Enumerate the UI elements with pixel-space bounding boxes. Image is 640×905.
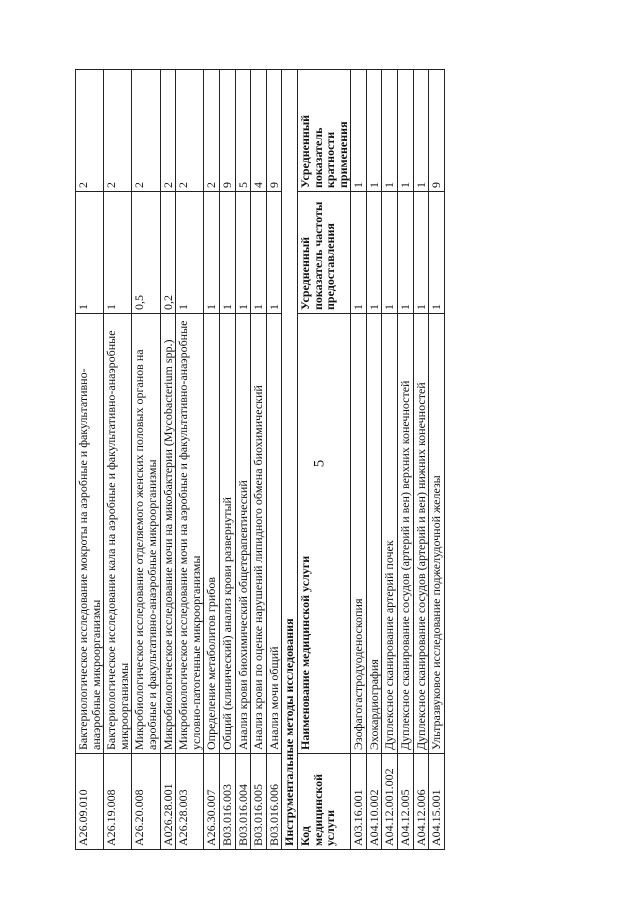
cell-mult: 9 (429, 70, 445, 192)
cell-freq: 1 (351, 192, 367, 314)
cell-name: Ультразвуковое исследование поджелудочной железы (429, 314, 445, 754)
cell-mult: 9 (219, 70, 235, 192)
cell-name: Анализ крови по оценке нарушений липидного обмена биохимический (251, 314, 267, 754)
table-row (132, 70, 160, 850)
cell-code: A04.15.001 (429, 754, 445, 850)
cell-mult: 2 (104, 70, 132, 192)
header-row (297, 70, 350, 850)
cell-name: Эзофагогастродуоденоскопия (351, 314, 367, 754)
cell-code: B03.016.005 (251, 754, 267, 850)
cell-mult: 9 (266, 70, 282, 192)
cell-freq: 1 (398, 192, 414, 314)
cell-freq: 1 (219, 192, 235, 314)
rotated-page (75, 70, 635, 850)
cell-code: A04.12.005 (398, 754, 414, 850)
cell-code: B03.016.006 (266, 754, 282, 850)
cell-freq: 1 (382, 192, 398, 314)
cell-name: Бактериологическое исследование мокроты на аэробные и факультативно-анаэробные микроорганизмы (76, 314, 104, 754)
header-mult: Усредненный показатель кратности применения (297, 70, 350, 192)
cell-mult: 2 (160, 70, 176, 192)
cell-freq: 0,5 (132, 192, 160, 314)
table-row (398, 70, 414, 850)
cell-mult: 1 (366, 70, 382, 192)
lab-rows (76, 70, 282, 850)
instr-rows (351, 70, 445, 850)
cell-freq: 1 (176, 192, 204, 314)
header-freq: Усредненный показатель частоты предоставления (297, 192, 350, 314)
cell-code: A026.28.001 (160, 754, 176, 850)
cell-freq: 1 (251, 192, 267, 314)
cell-mult: 2 (204, 70, 220, 192)
cell-code: B03.016.003 (219, 754, 235, 850)
table-row (104, 70, 132, 850)
table-row (219, 70, 235, 850)
cell-mult: 1 (351, 70, 367, 192)
cell-mult: 2 (132, 70, 160, 192)
cell-mult: 2 (76, 70, 104, 192)
cell-name: Дуплексное сканирование сосудов (артерий и вен) нижних конечностей (413, 314, 429, 754)
cell-code: A04.12.001.002 (382, 754, 398, 850)
cell-name: Бактериологическое исследование кала на аэробные и факультативно-анаэробные микроорганизмы (104, 314, 132, 754)
table-row (251, 70, 267, 850)
cell-freq: 1 (366, 192, 382, 314)
cell-code: A04.12.006 (413, 754, 429, 850)
header-name: Наименование медицинской услуги (297, 314, 350, 754)
table-row (366, 70, 382, 850)
cell-mult: 5 (235, 70, 251, 192)
cell-name: Микробиологическое исследование отделяемого женских половых органов на аэробные и факультативно-анаэробные микроорганизмы (132, 314, 160, 754)
cell-freq: 0,2 (160, 192, 176, 314)
cell-freq: 1 (204, 192, 220, 314)
cell-name: Анализ мочи общий (266, 314, 282, 754)
cell-code: A03.16.001 (351, 754, 367, 850)
cell-code: A26.19.008 (104, 754, 132, 850)
header-code: Код медицинской услуги (297, 754, 350, 850)
cell-code: A04.10.002 (366, 754, 382, 850)
section-title: Инструментальные методы исследования (282, 70, 298, 850)
table-row (413, 70, 429, 850)
cell-mult: 1 (382, 70, 398, 192)
cell-name: Дуплексное сканирование артерий почек (382, 314, 398, 754)
table-row (76, 70, 104, 850)
page-number: 5 (311, 459, 328, 468)
cell-name: Определение метаболитов грибов (204, 314, 220, 754)
table-row (176, 70, 204, 850)
cell-code: B03.016.004 (235, 754, 251, 850)
cell-freq: 1 (235, 192, 251, 314)
cell-name: Общий (клинический) анализ крови развернутый (219, 314, 235, 754)
table-row (429, 70, 445, 850)
cell-mult: 1 (398, 70, 414, 192)
services-table (75, 69, 445, 850)
cell-name: Дуплексное сканирование сосудов (артерий и вен) верхних конечностей (398, 314, 414, 754)
cell-freq: 1 (266, 192, 282, 314)
cell-name: Микробиологическое исследование мочи на микобактерии (Mycobacterium spp.) (160, 314, 176, 754)
cell-code: A26.30.007 (204, 754, 220, 850)
table-row (382, 70, 398, 850)
cell-mult: 2 (176, 70, 204, 192)
cell-freq: 1 (413, 192, 429, 314)
cell-name: Микробиологическое исследование мочи на аэробные и факультативно-анаэробные условно-патогенные микроорганизмы (176, 314, 204, 754)
cell-mult: 4 (251, 70, 267, 192)
cell-code: A26.09.010 (76, 754, 104, 850)
table-row (160, 70, 176, 850)
cell-mult: 1 (413, 70, 429, 192)
cell-freq: 1 (76, 192, 104, 314)
cell-name: Эхокардиография (366, 314, 382, 754)
section-row (282, 70, 298, 850)
cell-freq: 1 (104, 192, 132, 314)
table-row (266, 70, 282, 850)
cell-freq: 1 (429, 192, 445, 314)
table-row (235, 70, 251, 850)
cell-code: A26.28.003 (176, 754, 204, 850)
table-row (351, 70, 367, 850)
cell-code: A26.20.008 (132, 754, 160, 850)
cell-name: Анализ крови биохимический общетерапевтический (235, 314, 251, 754)
table-row (204, 70, 220, 850)
